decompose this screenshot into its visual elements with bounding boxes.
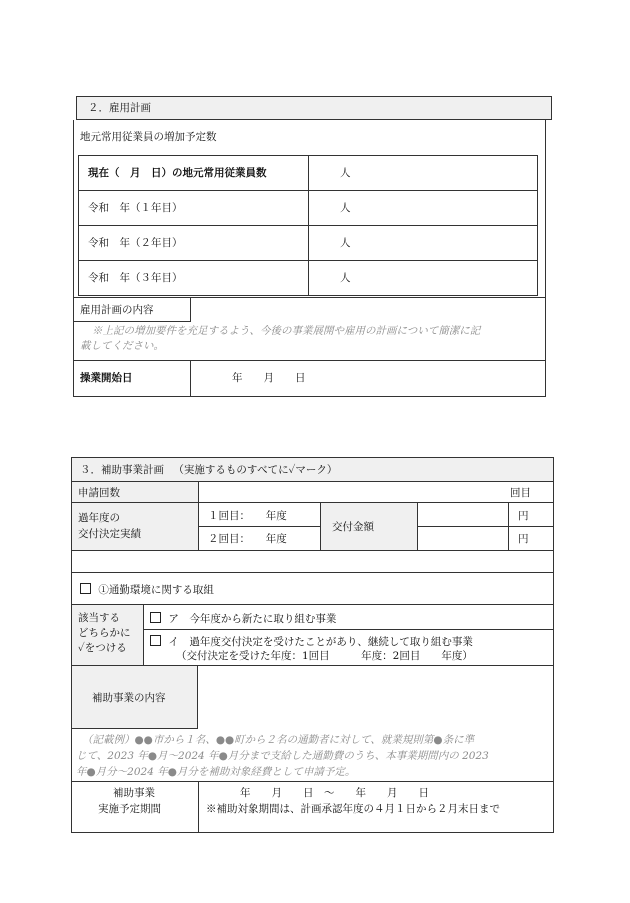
example-line2: じて、2023 年●月～2024 年●月分まで支給した通勤費のうち、本事業期間内の 2023 — [76, 750, 489, 762]
option-i-line1: イ 過年度交付決定を受けたことがあり、継続して取り組む事業 — [168, 636, 473, 648]
apply-count-unit: 回目 — [510, 487, 531, 499]
row-year3-unit: 人 — [340, 272, 351, 284]
plan-note-line2: 載してください。 — [80, 340, 164, 352]
section3-title: ３．補助事業計画 — [80, 464, 164, 476]
example-line1: （記載例）●●市から１名、●●町から２名の通勤者に対して、就業規則第●条に準 — [82, 734, 475, 746]
start-date-value[interactable]: 年 月 日 — [232, 372, 306, 384]
yen-unit-2: 円 — [518, 533, 529, 545]
commute-checkbox[interactable] — [80, 583, 91, 594]
past-label-line2: 交付決定実績 — [78, 528, 141, 540]
option-a-checkbox[interactable] — [150, 612, 161, 623]
applicable-line1: 該当する — [78, 612, 120, 624]
row-year2-label: 令和 年（２年目） — [88, 237, 183, 249]
apply-count-label: 申請回数 — [78, 487, 120, 499]
row-current-label: 現在（ 月 日）の地元常用従業員数 — [88, 167, 267, 179]
section3-title-note: （実施するものすべてに✓マーク） — [173, 464, 338, 476]
period-label-line1: 補助事業 — [113, 787, 155, 799]
example-line3: 年●月分～2024 年●月分を補助対象経費として申請予定。 — [76, 766, 356, 778]
period-value[interactable]: 年 月 日 ～ 年 月 日 — [240, 787, 429, 799]
row-current-unit: 人 — [340, 167, 351, 179]
option-i-checkbox[interactable] — [150, 635, 161, 646]
row-year3-label: 令和 年（３年目） — [88, 272, 183, 284]
content-label: 補助事業の内容 — [92, 692, 166, 704]
start-date-label: 操業開始日 — [80, 372, 133, 384]
period-label-line2: 実施予定期間 — [98, 803, 161, 815]
applicable-line2: どちらかに — [78, 627, 131, 639]
applicable-line3: ✓をつける — [78, 642, 127, 654]
commute-heading: ①通勤環境に関する取組 — [98, 584, 214, 596]
option-a-label: ア 今年度から新たに取り組む事業 — [168, 613, 337, 625]
plan-note-line1: ※上記の増加要件を充足するよう、今後の事業展開や雇用の計画について簡潔に記 — [92, 325, 481, 337]
past-label-line1: 過年度の — [78, 512, 120, 524]
section2-title: ２．雇用計画 — [88, 102, 151, 114]
option-i-line2: （交付決定を受けた年度：1回目 年度：2回目 年度） — [176, 650, 473, 662]
plan-content-label: 雇用計画の内容 — [80, 304, 154, 316]
yen-unit-1: 円 — [518, 510, 529, 522]
period-note: ※補助対象期間は、計画承認年度の４月１日から２月末日まで — [206, 803, 500, 815]
grant-amount-label: 交付金額 — [332, 521, 374, 533]
row-year1-unit: 人 — [340, 202, 351, 214]
row-year2-unit: 人 — [340, 237, 351, 249]
row-year1-label: 令和 年（１年目） — [88, 202, 183, 214]
employment-plan-section — [0, 0, 630, 420]
past-row1: １回目： 年度 — [208, 510, 287, 522]
past-row2: ２回目： 年度 — [208, 533, 287, 545]
subsidy-plan-section — [0, 440, 630, 840]
increase-label: 地元常用従業員の増加予定数 — [80, 131, 217, 143]
